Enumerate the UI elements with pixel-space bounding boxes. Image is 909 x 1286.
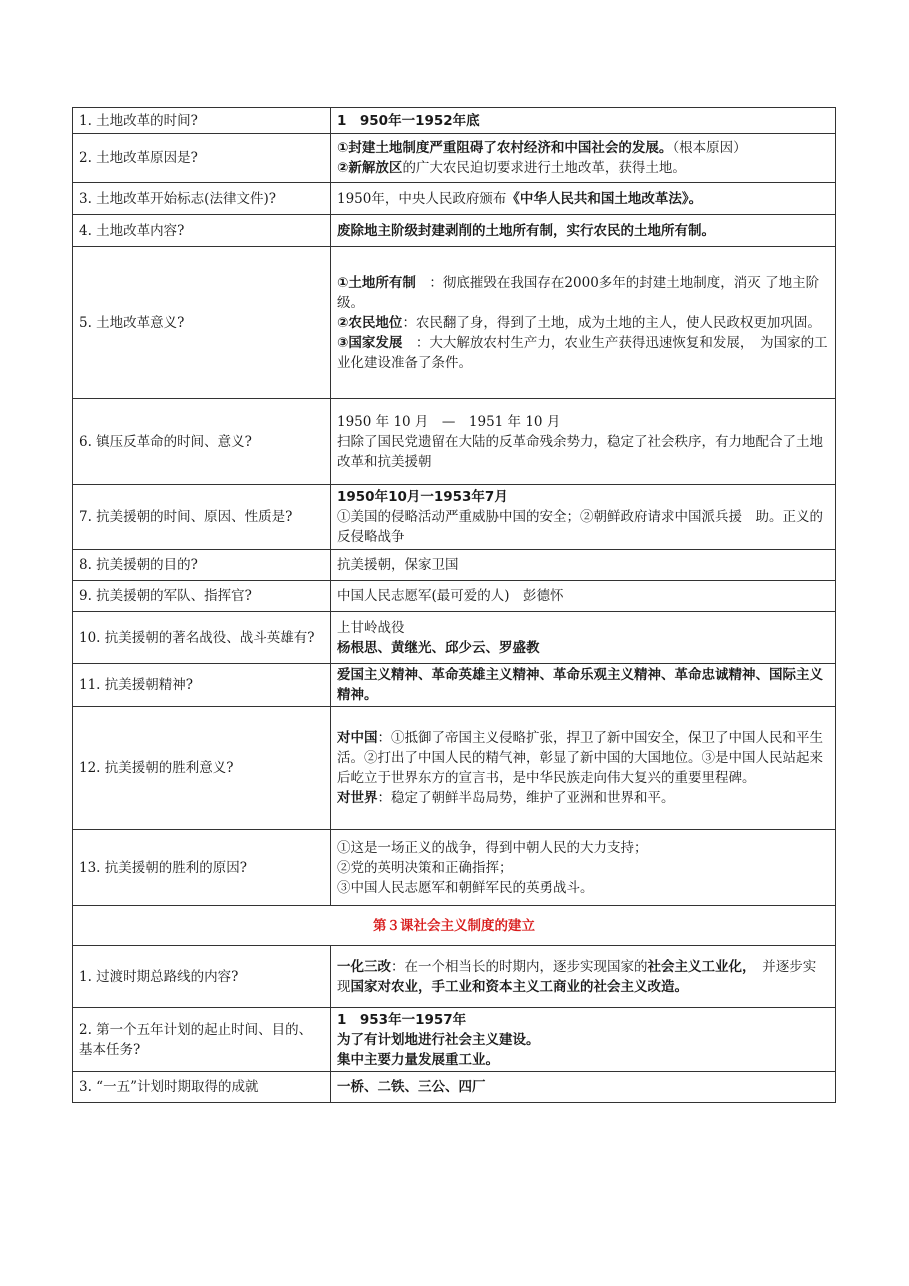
qa-table (72, 107, 836, 1103)
question-cell: 3. “一五”计划时期取得的成就 (73, 1072, 331, 1103)
answer-line (337, 412, 829, 432)
answer-line (337, 1077, 829, 1097)
answer-text: 国家对农业，手工业和资本主义工商业的社会主义改造。 (350, 978, 688, 995)
table-row (73, 108, 836, 134)
answer-text: 1950 年 10 月 — 1951 年 10 月 (337, 413, 561, 430)
answer-line (337, 313, 829, 333)
answer-text: ：稳定了朝鲜半岛局势，维护了亚洲和世界和平。 (377, 790, 675, 806)
answer-line (337, 555, 829, 575)
question-cell: 13. 抗美援朝的胜利的原因? (73, 830, 331, 906)
answer-text: ：在一个相当长的时期内，逐步实现国家的 (391, 958, 648, 975)
answer-text: ：农民翻了身，得到了土地，成为土地的主人，使人民政权更加巩固。 (402, 314, 821, 331)
answer-line (337, 728, 829, 788)
answer-text: ②新解放区 (337, 160, 403, 176)
question-cell: 10. 抗美援朝的著名战役、战斗英雄有? (73, 612, 331, 664)
answer-text: 一化三改 (337, 958, 391, 975)
answer-cell (331, 612, 836, 664)
answer-line (337, 111, 829, 131)
answer-cell (331, 399, 836, 485)
answer-cell (331, 550, 836, 581)
question-cell: 12. 抗美援朝的胜利意义? (73, 707, 331, 830)
question-cell: 6. 镇压反革命的时间、意义? (73, 399, 331, 485)
answer-text: ③中国人民志愿军和朝鲜军民的英勇战斗。 (337, 879, 594, 896)
answer-text: 并逐步实现 (337, 958, 817, 995)
table-row (73, 946, 836, 1008)
answer-cell (331, 664, 836, 707)
answer-text: 1950年，中央人民政府颁布 (337, 190, 507, 207)
answer-cell (331, 215, 836, 247)
table-row (73, 215, 836, 247)
table-row (73, 485, 836, 550)
answer-text: 1950年10月一1953年7月 (337, 489, 508, 505)
answer-line (337, 788, 829, 808)
answer-text: ②党的英明决策和正确指挥； (337, 859, 513, 876)
answer-cell (331, 485, 836, 550)
answer-text: 1 953年一1957年 (337, 1011, 467, 1028)
question-cell: 11. 抗美援朝精神? (73, 664, 331, 707)
table-row (73, 399, 836, 485)
answer-line (337, 221, 829, 241)
answer-text: （根本原因） (672, 140, 747, 156)
answer-cell (331, 183, 836, 215)
section-row (73, 906, 836, 946)
table-row (73, 830, 836, 906)
table-row (73, 1008, 836, 1072)
answer-text: 的广大农民迫切要求进行土地改革，获得土地。 (402, 160, 686, 176)
table-row (73, 1072, 836, 1103)
table-row (73, 664, 836, 707)
table-row (73, 707, 836, 830)
answer-text: ①美国的侵略活动严重威胁中国的安全；②朝鲜政府请求中国派兵援 助。正义的反侵略战争 (337, 509, 823, 545)
table-row (73, 183, 836, 215)
question-cell: 4. 土地改革内容? (73, 215, 331, 247)
answer-text: 《中华人民共和国土地改革法》。 (506, 190, 703, 207)
answer-cell (331, 108, 836, 134)
answer-line (337, 1030, 829, 1050)
table-row (73, 550, 836, 581)
answer-cell (331, 1072, 836, 1103)
question-cell: 9. 抗美援朝的军队、指挥官? (73, 581, 331, 612)
answer-line (337, 957, 829, 997)
answer-text: ：①抵御了帝国主义侵略扩张，捍卫了新中国安全，保卫了中国人民和平生活。②打出了中国人民的精气神，彰显了新中国的大国地位。③是中国人民站起来后屹立于世界东方的宣言书，是中华民族走向伟大复兴的重要里程碑。 (337, 730, 823, 786)
answer-line (337, 586, 829, 606)
answer-text: 上甘岭战役 (337, 619, 405, 636)
answer-line (337, 487, 829, 507)
answer-line (337, 638, 829, 658)
answer-text: ①这是一场正义的战争，得到中朝人民的大力支持； (337, 839, 648, 856)
answer-cell (331, 1008, 836, 1072)
answer-line (337, 189, 829, 209)
question-cell: 3. 土地改革开始标志(法律文件)? (73, 183, 331, 215)
answer-line (337, 333, 829, 373)
question-cell: 2. 第一个五年计划的起止时间、目的、基本任务? (73, 1008, 331, 1072)
answer-text: 扫除了国民党遗留在大陆的反革命残余势力，稳定了社会秩序，有力地配合了土地改革和抗美援朝 (337, 433, 823, 470)
answer-cell (331, 134, 836, 183)
answer-text: 废除地主阶级封建剥削的土地所有制，实行农民的土地所有制。 (337, 222, 715, 239)
table-row (73, 581, 836, 612)
answer-cell (331, 247, 836, 399)
answer-text: 杨根思、黄继光、邱少云、罗盛教 (337, 639, 540, 656)
answer-cell (331, 581, 836, 612)
answer-text: 对世界 (337, 790, 378, 806)
section-title: 第３课社会主义制度的建立 (73, 906, 836, 946)
answer-text: 集中主要力量发展重工业。 (337, 1051, 499, 1068)
answer-line (337, 838, 829, 858)
answer-line (337, 878, 829, 898)
answer-text: ②农民地位 (337, 314, 403, 331)
answer-text: ③国家发展 (337, 334, 403, 351)
answer-cell (331, 830, 836, 906)
question-cell: 7. 抗美援朝的时间、原因、性质是? (73, 485, 331, 550)
answer-cell (331, 946, 836, 1008)
answer-text: ：彻底摧毁在我国存在2000多年的封建土地制度，消灭 了地主阶级。 (337, 274, 820, 311)
answer-text: 1 950年一1952年底 (337, 112, 480, 129)
answer-text: ①土地所有制 (337, 274, 416, 291)
answer-text: 对中国 (337, 730, 378, 746)
answer-line (337, 858, 829, 878)
question-cell: 1. 过渡时期总路线的内容? (73, 946, 331, 1008)
answer-text: 中国人民志愿军(最可爱的人) 彭德怀 (337, 588, 564, 604)
answer-text: 爱国主义精神、革命英雄主义精神、革命乐观主义精神、革命忠诚精神、国际主义精神。 (337, 667, 823, 703)
question-cell: 8. 抗美援朝的目的? (73, 550, 331, 581)
question-cell: 5. 土地改革意义? (73, 247, 331, 399)
answer-text: 抗美援朝，保家卫国 (337, 557, 459, 573)
answer-line (337, 665, 829, 705)
answer-line (337, 432, 829, 472)
answer-line (337, 273, 829, 313)
answer-line (337, 138, 829, 158)
answer-line (337, 618, 829, 638)
table-row (73, 247, 836, 399)
answer-text: ：大大解放农村生产力，农业生产获得迅速恢复和发展， 为国家的工业化建设准备了条件。 (337, 334, 828, 371)
answer-text: 社会主义工业化， (647, 958, 749, 975)
answer-line (337, 158, 829, 178)
table-row (73, 134, 836, 183)
answer-line (337, 1050, 829, 1070)
answer-text: 为了有计划地进行社会主义建设。 (337, 1031, 540, 1048)
answer-cell (331, 707, 836, 830)
answer-line (337, 507, 829, 547)
answer-text: ①封建土地制度严重阻碍了农村经济和中国社会的发展。 (337, 140, 673, 156)
answer-line (337, 1010, 829, 1030)
answer-text: 一桥、二铁、三公、四厂 (337, 1079, 486, 1095)
question-cell: 1. 土地改革的时间? (73, 108, 331, 134)
question-cell: 2. 土地改革原因是? (73, 134, 331, 183)
table-row (73, 612, 836, 664)
